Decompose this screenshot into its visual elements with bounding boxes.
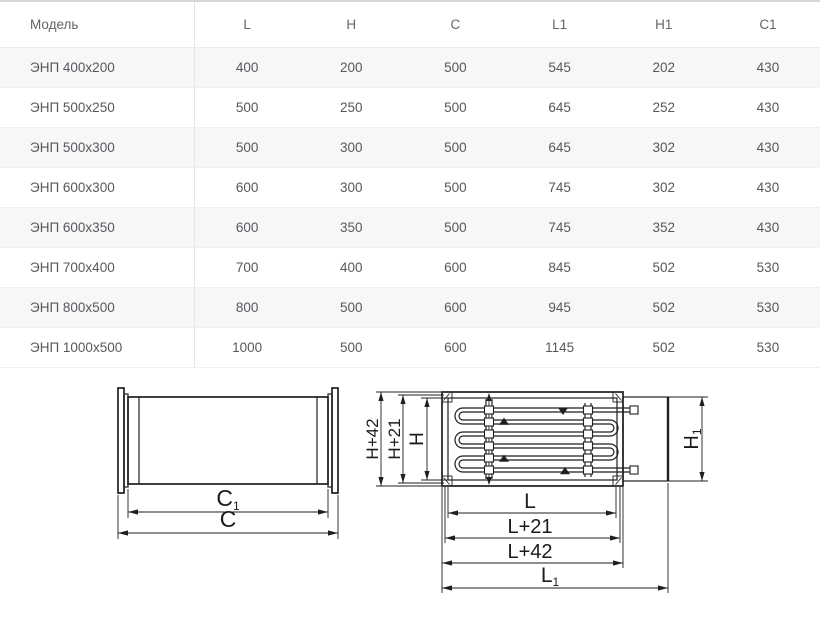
table-cell: 745 <box>548 180 571 195</box>
table-cell: 350 <box>339 220 363 235</box>
table-cell: 500 <box>444 100 467 115</box>
dim-label-h: H <box>407 432 428 446</box>
table-cell: 430 <box>756 140 780 155</box>
table-row <box>0 328 820 368</box>
model-cell: ЭНП 600x300 <box>0 168 195 207</box>
table-cell: 500 <box>444 220 467 235</box>
table-cell: 502 <box>652 300 676 315</box>
table-row <box>0 168 820 208</box>
table-row <box>0 208 820 248</box>
table-cell: 945 <box>548 300 571 315</box>
table-cell: 1145 <box>545 340 575 355</box>
table-cell: 1000 <box>232 340 263 355</box>
table-cell: 202 <box>652 60 676 75</box>
column-header-C1: C1 <box>759 17 777 32</box>
table-cell: 600 <box>235 220 259 235</box>
model-cell: ЭНП 800x500 <box>0 288 195 327</box>
column-header-C: C <box>450 17 461 32</box>
table-cell: 600 <box>235 180 259 195</box>
table-cell: 430 <box>756 60 780 75</box>
table-cell: 400 <box>339 260 363 275</box>
table-cell: 700 <box>235 260 259 275</box>
table-row <box>0 88 820 128</box>
element-bracket-right <box>584 403 593 477</box>
column-header-L: L <box>243 17 251 32</box>
table-cell: 500 <box>235 100 259 115</box>
length-dimensions <box>442 483 668 593</box>
table-cell: 430 <box>756 220 780 235</box>
table-cell: 600 <box>444 340 467 355</box>
table-cell: 300 <box>339 180 363 195</box>
model-cell: ЭНП 400x200 <box>0 48 195 87</box>
heater-top-view <box>363 392 708 593</box>
element-bracket-left <box>485 393 494 485</box>
table-cell: 645 <box>548 140 571 155</box>
table-cell: 352 <box>652 220 676 235</box>
table-cell: 530 <box>756 260 780 275</box>
table-cell: 600 <box>444 300 467 315</box>
table-cell: 845 <box>548 260 571 275</box>
dim-label-l: L <box>524 490 536 513</box>
model-cell: ЭНП 600x350 <box>0 208 195 247</box>
model-cell: ЭНП 500x300 <box>0 128 195 167</box>
table-cell: 302 <box>652 180 676 195</box>
table-cell: 500 <box>339 300 363 315</box>
table-cell: 800 <box>235 300 259 315</box>
dim-label-h42: H+42 <box>363 418 382 460</box>
table-cell: 302 <box>652 140 676 155</box>
column-header-H: H <box>346 17 357 32</box>
model-cell: ЭНП 700x400 <box>0 248 195 287</box>
dim-label-c: C <box>219 506 237 532</box>
dim-label-c1: C1 <box>216 485 240 513</box>
table-row <box>0 288 820 328</box>
table-cell: 500 <box>444 140 467 155</box>
table-cell: 300 <box>339 140 363 155</box>
dim-label-h21: H+21 <box>385 418 404 460</box>
duct-side-view <box>118 388 338 539</box>
table-cell: 200 <box>339 60 363 75</box>
table-cell: 745 <box>548 220 571 235</box>
table-cell: 500 <box>235 140 259 155</box>
dim-label-l42: L+42 <box>507 541 553 563</box>
h1-dimension <box>668 397 708 481</box>
technical-drawings <box>0 368 820 622</box>
table-cell: 400 <box>235 60 259 75</box>
dim-label-h1: H1 <box>681 428 704 450</box>
table-row <box>0 128 820 168</box>
height-dimensions <box>363 392 450 486</box>
table-cell: 500 <box>444 60 467 75</box>
table-cell: 500 <box>444 180 467 195</box>
table-cell: 430 <box>756 180 780 195</box>
table-cell: 250 <box>339 100 363 115</box>
dim-label-l21: L+21 <box>507 516 553 538</box>
column-header-L1: L1 <box>552 17 568 32</box>
table-cell: 502 <box>652 260 676 275</box>
dim-label-l1: L1 <box>540 564 560 589</box>
table-cell: 545 <box>548 60 571 75</box>
table-cell: 502 <box>652 340 676 355</box>
table-cell: 530 <box>756 340 780 355</box>
table-cell: 645 <box>548 100 571 115</box>
table-row <box>0 248 820 288</box>
table-cell: 530 <box>756 300 780 315</box>
table-header-row <box>0 0 820 48</box>
model-cell: ЭНП 500x250 <box>0 88 195 127</box>
table-cell: 500 <box>339 340 363 355</box>
table-cell: 600 <box>444 260 467 275</box>
drawings-canvas <box>0 368 820 622</box>
column-header-model: Модель <box>0 2 195 47</box>
column-header-H1: H1 <box>655 17 673 32</box>
model-cell: ЭНП 1000x500 <box>0 328 195 367</box>
table-row <box>0 48 820 88</box>
heating-element-coil <box>455 406 638 474</box>
table-cell: 430 <box>756 100 780 115</box>
table-cell: 252 <box>652 100 676 115</box>
